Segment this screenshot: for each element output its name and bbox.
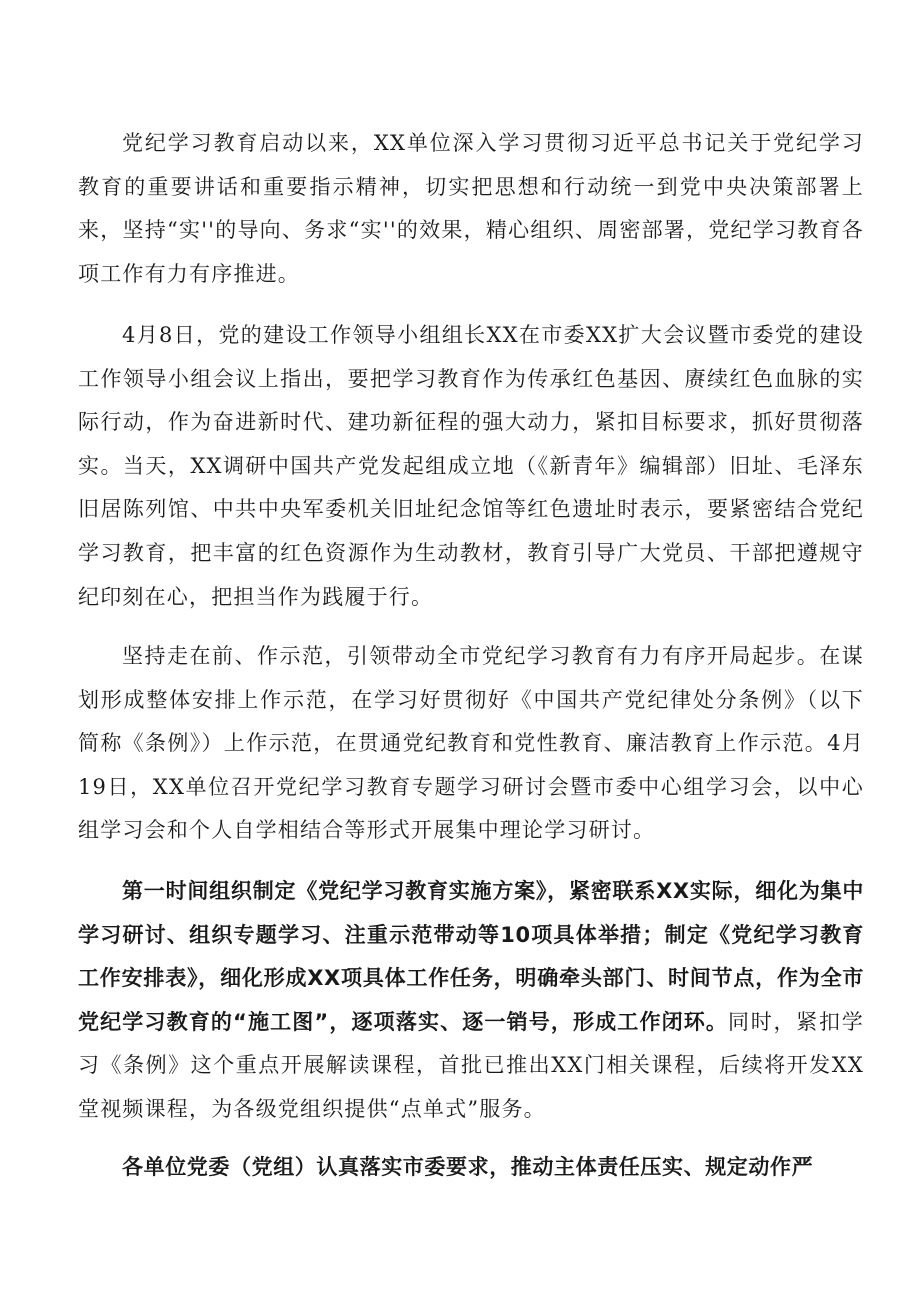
paragraph-lead-by-example: 坚持走在前、作示范，引领带动全市党纪学习教育有力有序开局起步。在谋划形成整体安排上作示范，在学习好贯彻好《中国共产党纪律处分条例》（以下简称《条例》）上作示范，在贯通党纪教育和党性教育、廉洁教育上作示范。4月19日，XX单位召开党纪学习教育专题学习研讨会暨市委中心组学习会，以中心组学习会和个人自学相结合等形式开展集中理论学习研讨。 xyxy=(78,644,864,843)
paragraph-unit-responsibility: 各单位党委（党组）认真落实市委要求，推动主体责任压实、规定动作严 xyxy=(122,1155,814,1179)
paragraph-normal-tail: 同时，紧扣学习《条例》这个重点开展解读课程，首批已推出XX门相关课程，后续将开发XX堂视频课程，为各级党组织提供“点单式”服务。 xyxy=(78,1009,864,1121)
paragraph-april-8: 4月8日，党的建设工作领导小组组长XX在市委XX扩大会议暨市委党的建设工作领导小组会议上指出，要把学习教育作为传承红色基因、赓续红色血脉的实际行动，作为奋进新时代、建功新征程的强大动力，紧扣目标要求，抓好贯彻落实。当天，XX调研中国共产党发起组成立地（《新青年》编辑部）旧址、毛泽东旧居陈列馆、中共中央军委机关旧址纪念馆等红色遗址时表示，要紧密结合党纪学习教育，把丰富的红色资源作为生动教材，教育引导广大党员、干部把遵规守纪印刻在心，把担当作为践履于行。 xyxy=(78,323,864,609)
paragraph-intro: 党纪学习教育启动以来，XX单位深入学习贯彻习近平总书记关于党纪学习教育的重要讲话和重要指示精神，切实把思想和行动统一到党中央决策部署上来，坚持“实''的导向、务求“实''的效果，精心组织、周密部署，党纪学习教育各项工作有力有序推进。 xyxy=(78,131,864,286)
paragraph-implementation-plan xyxy=(78,870,864,1132)
paragraph-bold-lead: 第一时间组织制定《党纪学习教育实施方案》，紧密联系XX实际，细化为集中学习研讨、组织专题学习、注重示范带动等10项具体举措；制定《党纪学习教育工作安排表》，细化形成XX项具体工作任务，明确牵头部门、时间节点，作为全市党纪学习教育的“施工图”，逐项落实、逐一销号，形成工作闭环。 xyxy=(78,879,864,1034)
